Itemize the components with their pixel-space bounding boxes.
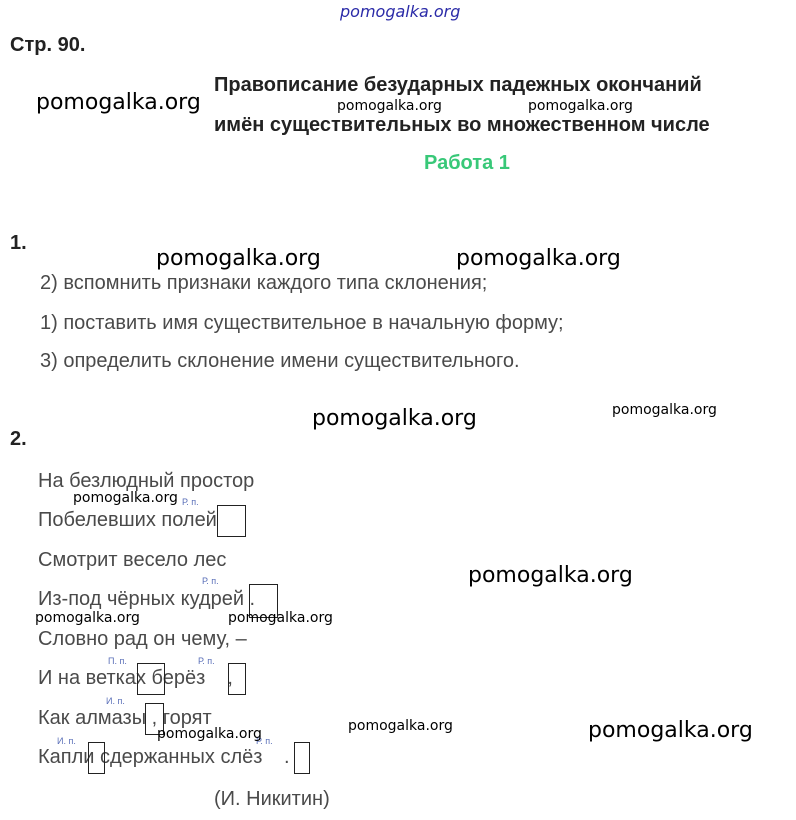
step-item: 3) определить склонение имени существительного. (40, 350, 520, 372)
poem-text: . (278, 746, 290, 768)
ending-box-frame (217, 505, 246, 537)
case-tag: И. п. (106, 696, 125, 706)
case-tag: Р. п. (202, 576, 219, 586)
poem-text: , горят (146, 707, 212, 729)
watermark: pomogalka.org (228, 610, 333, 626)
poem-text: Побелевших пол (38, 509, 195, 531)
poem-line-2 (38, 509, 217, 532)
ending-box: ей (221, 588, 244, 610)
poem-text: берёз (146, 667, 206, 689)
watermark: pomogalka.org (348, 718, 453, 734)
step-item: 1) поставить имя существительное в начальную форму; (40, 312, 564, 334)
ending-box-frame (228, 663, 246, 695)
case-tag: Р. п. (256, 736, 273, 746)
top-watermark: pomogalka.org (340, 2, 461, 21)
watermark: pomogalka.org (468, 563, 633, 588)
watermark: pomogalka.org (588, 718, 753, 743)
title-line-2: имён существительных во множественном числе (214, 114, 710, 136)
watermark: pomogalka.org (73, 490, 178, 506)
task-2-number: 2. (10, 428, 27, 450)
ending-box: ей (194, 509, 217, 531)
poem-line-1: На безлюдный простор (38, 470, 255, 492)
poem-text: . (244, 588, 256, 610)
watermark: pomogalka.org (157, 726, 262, 742)
watermark: pomogalka.org (36, 90, 201, 115)
poem-text: И на ветк (38, 667, 125, 689)
ending-box-frame (137, 663, 165, 695)
work-subtitle: Работа 1 (424, 152, 510, 174)
watermark: pomogalka.org (612, 402, 717, 418)
ending-box: ах (124, 667, 146, 689)
task-1-number: 1. (10, 232, 27, 254)
poem-text: , (227, 667, 233, 689)
poem-line-4 (38, 588, 255, 611)
watermark: pomogalka.org (312, 406, 477, 431)
page-number: Стр. 90. (10, 34, 86, 56)
poem-text: Из-под чёрных кудр (38, 588, 222, 610)
watermark: pomogalka.org (337, 98, 442, 114)
ending-box-frame (294, 742, 310, 774)
case-tag: Р. п. (182, 497, 199, 507)
poem-author: (И. Никитин) (214, 788, 330, 810)
poem-text: Как алмаз (38, 707, 132, 729)
poem-line-6 (38, 667, 233, 690)
poem-line-8 (38, 746, 290, 769)
ending-box-frame (88, 742, 105, 774)
ending-box: ы (131, 707, 147, 729)
watermark: pomogalka.org (35, 610, 140, 626)
case-tag: И. п. (57, 736, 76, 746)
watermark: pomogalka.org (456, 246, 621, 271)
poem-line-3: Смотрит весело лес (38, 549, 227, 571)
title-line-1: Правописание безударных падежных окончаний (214, 74, 702, 96)
watermark: pomogalka.org (156, 246, 321, 271)
step-item: 2) вспомнить признаки каждого типа склонения; (40, 272, 488, 294)
watermark: pomogalka.org (528, 98, 633, 114)
case-tag: Р. п. (198, 656, 215, 666)
case-tag: П. п. (108, 656, 127, 666)
poem-text: сдержанных слёз (94, 746, 263, 768)
poem-line-5: Словно рад он чему, – (38, 628, 247, 650)
ending-box: Капли (38, 746, 95, 768)
